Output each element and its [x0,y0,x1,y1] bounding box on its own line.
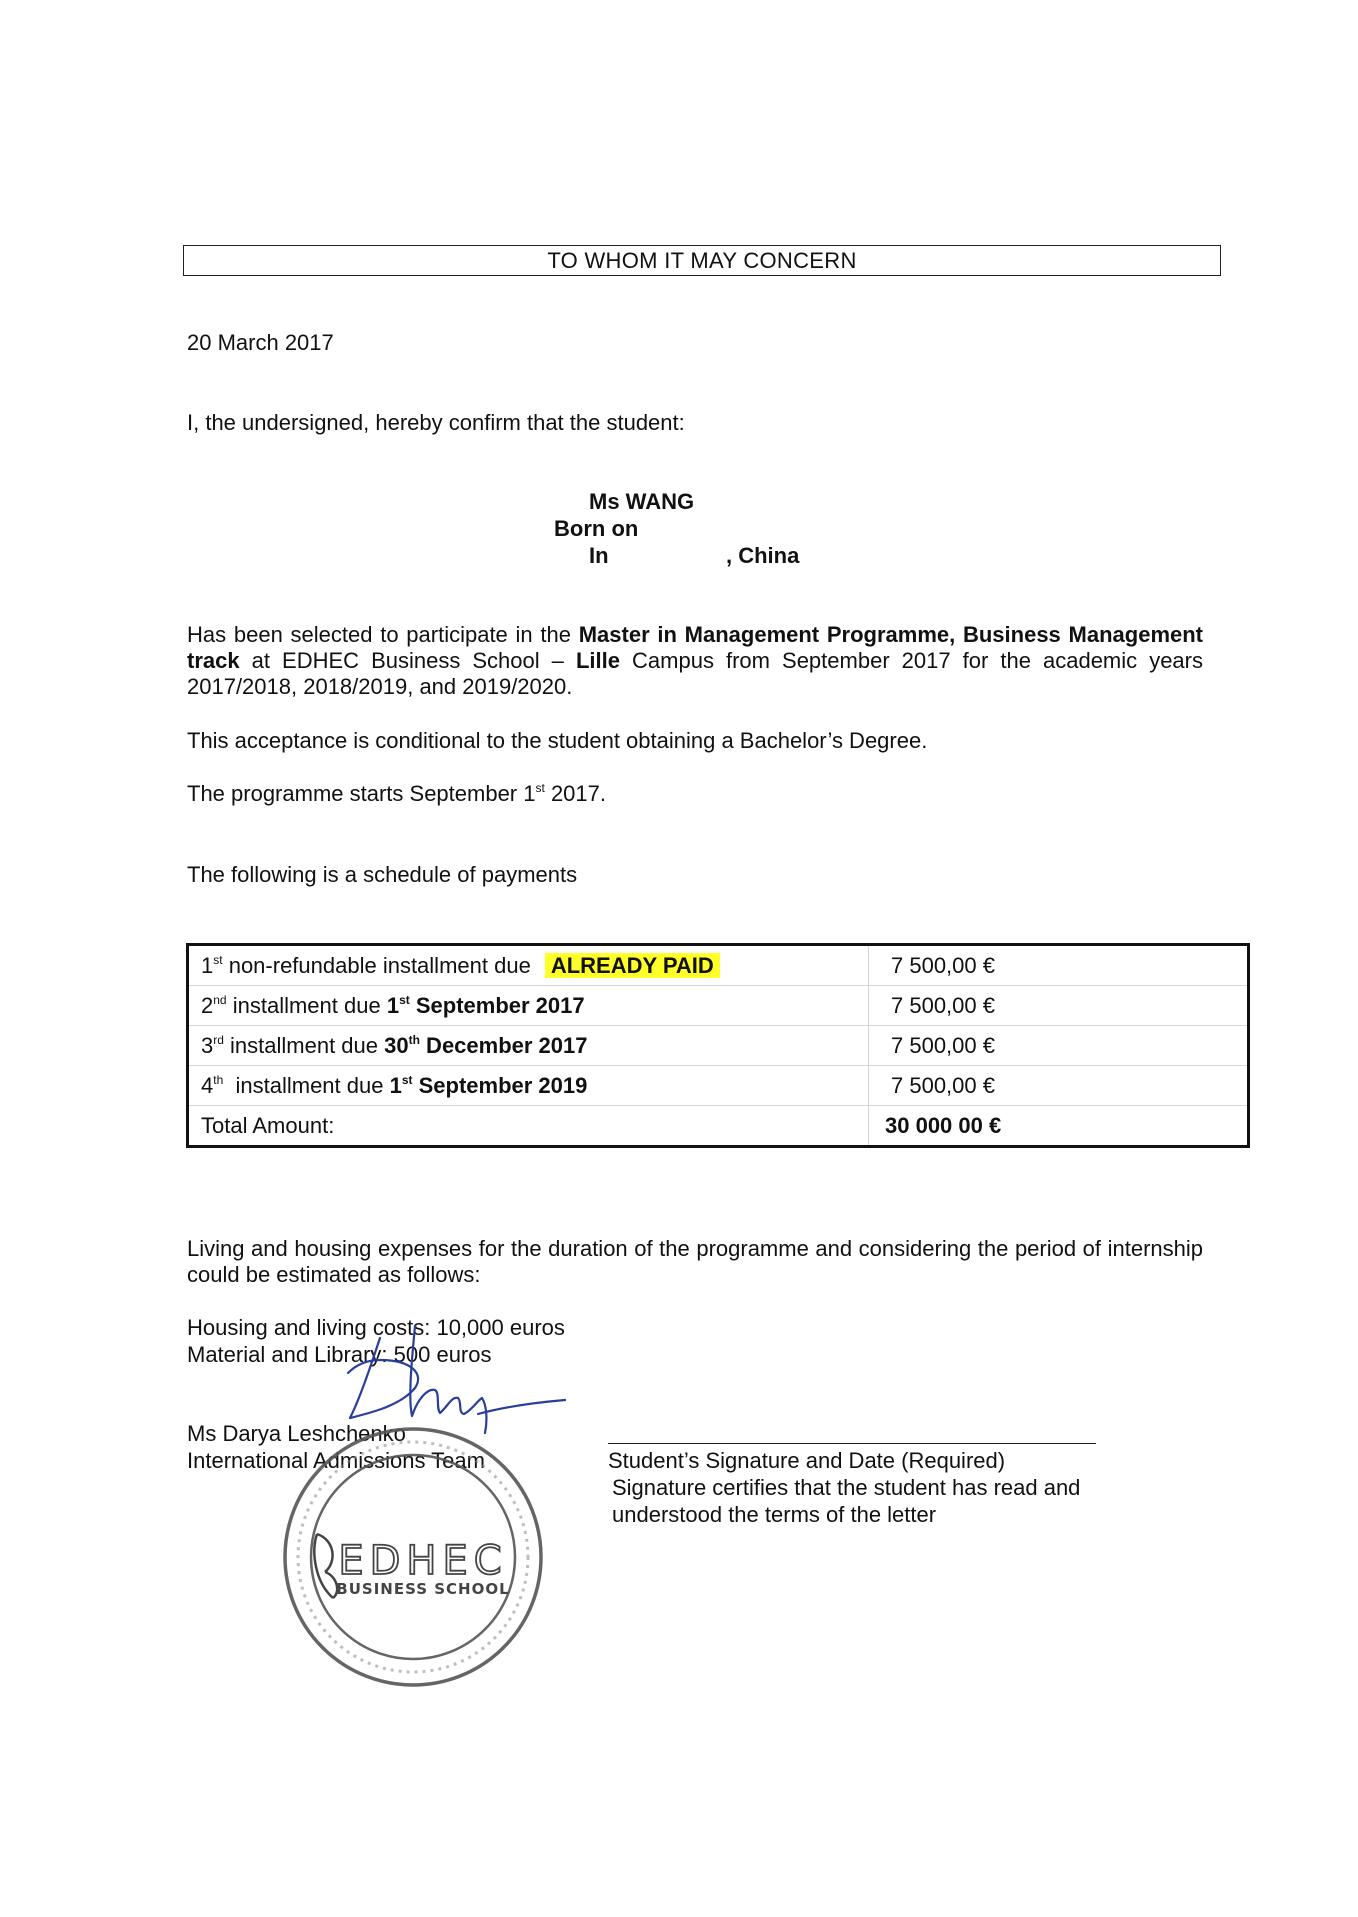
installment-number: 4 [201,1072,214,1098]
installment-text: installment due [226,992,387,1018]
signer-name: Ms Darya Leshchenko [187,1421,406,1446]
letter-date: 20 March 2017 [187,330,334,355]
selection-text-1: Has been selected to participate in the [187,622,579,647]
total-label: Total Amount: [201,1112,335,1138]
due-month-year: December 2017 [419,1032,588,1058]
intro-sentence: I, the undersigned, hereby confirm that the student: [187,410,685,435]
programme-name: Master in Management Programme, Business Management track [187,622,1204,673]
installment-sup: rd [213,1032,224,1047]
material-costs: Material and Library: 500 euros [187,1342,492,1367]
student-name: Ms WANG [589,489,695,514]
due-month-year: September 2017 [409,992,585,1018]
installment-label [188,986,869,1026]
installment-number: 1 [201,952,214,978]
schedule-intro: The following is a schedule of payments [187,862,578,887]
payment-schedule-table [186,943,1250,1148]
expenses-paragraph: Living and housing expenses for the duration of the programme and considering the period of internship could be estimated as follows: [187,1236,1203,1287]
installment-sup: nd [213,992,227,1007]
due-day-sup: st [399,992,410,1007]
student-born-label: Born on [554,516,639,541]
installment-amount: 7 500,00 € [869,1026,1249,1066]
start-sup: st [535,781,545,795]
table-row [188,986,1249,1026]
total-amount: 30 000 00 € [869,1106,1249,1147]
housing-costs: Housing and living costs: 10,000 euros [187,1315,565,1340]
installment-text: installment due [223,1032,385,1058]
student-in-label: In [589,543,609,568]
signature-certification-line1: Signature certifies that the student has read and [612,1475,1081,1500]
installment-text: non-refundable installment due [222,952,531,978]
installment-amount: 7 500,00 € [869,1066,1249,1106]
installment-number: 3 [201,1032,214,1058]
stamp-subtitle: BUSINESS SCHOOL [336,1580,510,1598]
signer-team: International Admissions Team [187,1448,485,1473]
student-signature-block [608,1447,1080,1528]
installment-amount: 7 500,00 € [869,986,1249,1026]
stamp-logo-text: EDHEC [338,1538,508,1584]
already-paid-highlight: ALREADY PAID [545,953,720,978]
due-day: 1 [389,1072,402,1098]
start-text: The programme starts September 1 [187,781,536,806]
condition-paragraph: This acceptance is conditional to the student obtaining a Bachelor’s Degree. [187,728,928,753]
student-signature-label: Student’s Signature and Date (Required) [608,1448,1006,1473]
due-day-sup: st [401,1072,413,1087]
selection-text-2: at EDHEC Business School – [239,648,576,673]
table-row [188,945,1249,986]
letter-heading: TO WHOM IT MAY CONCERN [183,245,1221,276]
installment-label [188,1066,869,1106]
installment-sup: st [213,952,223,967]
installment-text: installment due [223,1072,390,1098]
due-day-sup: th [408,1032,420,1047]
table-row [188,1106,1249,1147]
start-paragraph [187,781,1203,807]
stamp-emblem-icon [314,1534,337,1598]
installment-due-date [387,993,585,1018]
installment-label [188,945,869,986]
due-month-year: September 2019 [412,1072,588,1098]
campus-name: Lille [575,648,620,673]
table-row [188,1026,1249,1066]
installment-label [188,1026,869,1066]
installment-due-date [384,1033,587,1058]
student-country: , China [726,543,800,568]
table-row [188,1066,1249,1106]
installment-due-date [390,1073,588,1098]
selection-paragraph [187,622,1203,700]
signature-certification-line2: understood the terms of the letter [612,1502,937,1527]
installment-amount: 7 500,00 € [869,945,1249,986]
student-signature-line [608,1443,1096,1444]
start-year: 2017. [544,781,606,806]
selection-text-3: Campus from September 2017 for the academic years 2017/2018, 2018/2019, and 2019/2020. [187,648,1203,699]
due-day: 30 [384,1032,409,1058]
installment-sup: th [213,1072,224,1087]
installment-number: 2 [201,992,214,1018]
edhec-stamp-seal [275,1422,551,1692]
due-day: 1 [386,992,400,1018]
